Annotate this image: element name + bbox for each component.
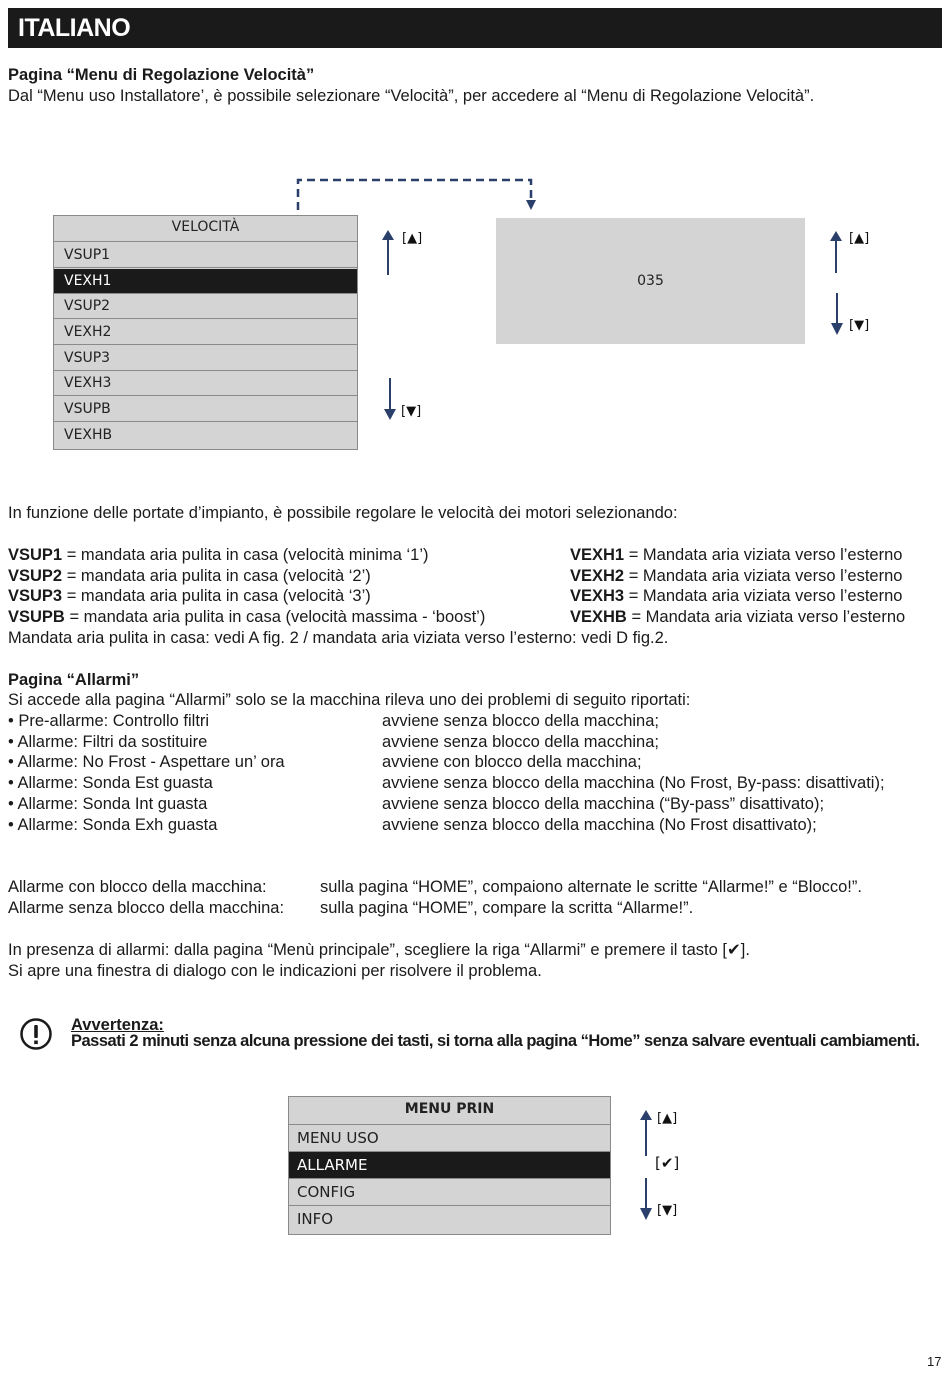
up-key-label[interactable]: [▲] [402, 231, 423, 246]
menu-item-vexh2[interactable]: VEXH2 [54, 320, 357, 345]
speed-desc-note: Mandata aria pulita in casa: vedi A fig. 2 / mandata aria viziata verso l’esterno: vedi D fig.2. [8, 629, 669, 647]
menu-item-config[interactable]: CONFIG [289, 1179, 610, 1206]
down-key-label[interactable]: [▼] [657, 1203, 678, 1218]
speed-desc-left-1: VSUP1 = mandata aria pulita in casa (velocità minima ‘1’) [8, 546, 429, 564]
down-arrow-icon [831, 293, 843, 335]
alarm-item-effect: avviene senza blocco della macchina (“By-pass” disattivato); [382, 795, 825, 813]
menu-item-vsupb[interactable]: VSUPB [54, 397, 357, 422]
dashed-connector [290, 172, 550, 214]
header-bar [8, 8, 942, 48]
alarm-item-effect: avviene con blocco della macchina; [382, 753, 642, 771]
alarm-block-label: Allarme con blocco della macchina: [8, 878, 267, 896]
alarm-presence-2: Si apre una finestra di dialogo con le indicazioni per risolvere il problema. [8, 962, 542, 980]
speed-menu [53, 215, 358, 450]
alarm-item-name: • Allarme: No Frost - Aspettare un’ ora [8, 753, 285, 771]
alarm-item-name: • Allarme: Sonda Est guasta [8, 774, 213, 792]
alarm-item-name: • Allarme: Filtri da sostituire [8, 733, 208, 751]
menu-item-vsup3[interactable]: VSUP3 [54, 346, 357, 371]
page-language-title: ITALIANO [18, 14, 131, 42]
speed-desc-intro: In funzione delle portate d’impianto, è possibile regolare le velocità dei motori selezionando: [8, 504, 678, 522]
main-menu-title: MENU PRIN [404, 1101, 495, 1117]
section-speed-title: Pagina “Menu di Regolazione Velocità” [8, 66, 315, 84]
section-alarms-intro: Si accede alla pagina “Allarmi” solo se la macchina rileva uno dei problemi di seguito riportati: [8, 691, 691, 709]
menu-item-vsup1[interactable]: VSUP1 [54, 243, 357, 268]
section-speed-intro: Dal “Menu uso Installatore’, è possibile selezionare “Velocità”, per accedere al “Menu di Regolazione Velocità”. [8, 87, 815, 105]
alarm-block-text: sulla pagina “HOME”, compaiono alternate le scritte “Allarme!” e “Blocco!”. [320, 878, 862, 896]
speed-desc-right-4: VEXHB = Mandata aria viziata verso l’esterno [570, 608, 906, 626]
menu-item-vexh3[interactable]: VEXH3 [54, 371, 357, 396]
alarm-noblock-text: sulla pagina “HOME”, compare la scritta “Allarme!”. [320, 899, 694, 917]
up-arrow-icon [640, 1110, 652, 1156]
menu-item-allarme[interactable]: ALLARME [289, 1152, 610, 1179]
exclamation-circle-icon [19, 1017, 53, 1051]
section-alarms-title: Pagina “Allarmi” [8, 671, 140, 689]
page-number: 17 [927, 1354, 942, 1369]
speed-desc-left-3: VSUP3 = mandata aria pulita in casa (velocità ‘3’) [8, 587, 371, 605]
menu-item-vexhb[interactable]: VEXHB [64, 427, 113, 443]
alarm-item-effect: avviene senza blocco della macchina (No Frost, By-pass: disattivati); [382, 774, 885, 792]
alarm-presence-1: In presenza di allarmi: dalla pagina “Menù principale”, scegliere la riga “Allarmi” e premere il tasto [✔]. [8, 941, 750, 959]
speed-desc-right-2: VEXH2 = Mandata aria viziata verso l’esterno [570, 567, 903, 585]
menu-item-vexh1[interactable]: VEXH1 [54, 269, 357, 294]
down-arrow-icon [640, 1178, 652, 1220]
down-key-label[interactable]: [▼] [401, 404, 422, 419]
alarm-item-name: • Pre-allarme: Controllo filtri [8, 712, 210, 730]
alarm-item-effect: avviene senza blocco della macchina (No Frost disattivato); [382, 816, 817, 834]
up-arrow-icon [382, 230, 394, 276]
ok-key-label[interactable]: [✔] [655, 1154, 680, 1172]
menu-divider [54, 241, 357, 242]
alarm-noblock-label: Allarme senza blocco della macchina: [8, 899, 285, 917]
speed-desc-left-4: VSUPB = mandata aria pulita in casa (velocità massima - ‘boost’) [8, 608, 486, 626]
alarm-item-name: • Allarme: Sonda Int guasta [8, 795, 208, 813]
speed-menu-title: VELOCITÀ [171, 219, 240, 235]
speed-value: 035 [637, 273, 664, 289]
speed-desc-right-3: VEXH3 = Mandata aria viziata verso l’esterno [570, 587, 903, 605]
alarm-item-name: • Allarme: Sonda Exh guasta [8, 816, 218, 834]
up-key-label[interactable]: [▲] [849, 231, 870, 246]
up-key-label[interactable]: [▲] [657, 1111, 678, 1126]
speed-desc-left-2: VSUP2 = mandata aria pulita in casa (velocità ‘2’) [8, 567, 371, 585]
warning-title: Avvertenza: [71, 1016, 164, 1034]
speed-desc-right-1: VEXH1 = Mandata aria viziata verso l’esterno [570, 546, 903, 564]
menu-item-vsup2[interactable]: VSUP2 [54, 294, 357, 319]
down-arrow-icon [384, 378, 396, 420]
alarm-item-effect: avviene senza blocco della macchina; [382, 733, 659, 751]
speed-value-display [496, 218, 805, 344]
menu-item-info[interactable]: INFO [297, 1210, 334, 1228]
alarm-item-effect: avviene senza blocco della macchina; [382, 712, 659, 730]
menu-item-menu-uso[interactable]: MENU USO [289, 1125, 610, 1152]
up-arrow-icon [830, 231, 842, 273]
down-key-label[interactable]: [▼] [849, 318, 870, 333]
warning-text: Passati 2 minuti senza alcuna pressione dei tasti, si torna alla pagina “Home” senza salvare eventuali cambiamenti. [71, 1032, 920, 1050]
main-menu [288, 1096, 611, 1235]
